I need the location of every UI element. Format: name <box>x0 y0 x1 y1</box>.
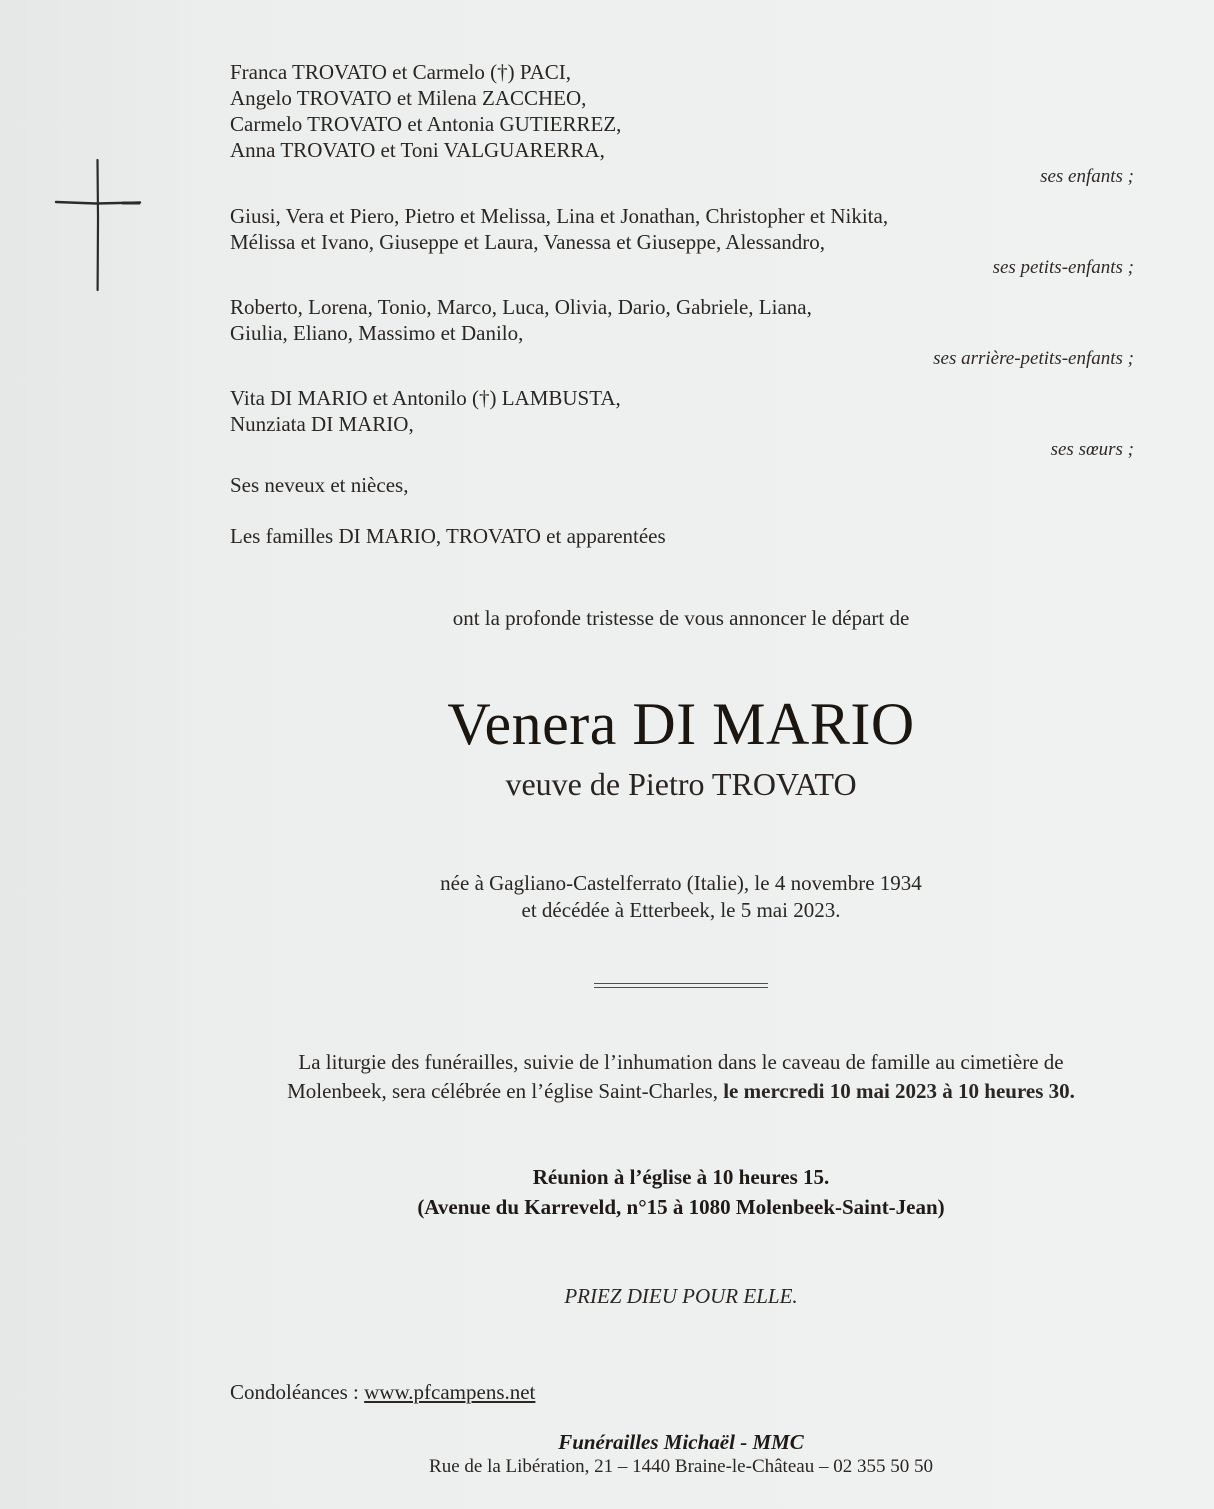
grandchildren-role: ses petits-enfants ; <box>992 257 1134 278</box>
children-line: Angelo TROVATO et Milena ZACCHEO, <box>230 86 587 110</box>
great-grandchildren-role: ses arrière-petits-enfants ; <box>933 348 1134 369</box>
meeting-time: Réunion à l’église à 10 heures 15. <box>532 1165 830 1189</box>
great-grandchildren-line: Roberto, Lorena, Tonio, Marco, Luca, Olivia, Dario, Gabriele, Liana, <box>230 295 812 319</box>
children-list <box>230 59 621 163</box>
children-line: Franca TROVATO et Carmelo (†) PACI, <box>230 60 572 84</box>
liturgy-place: Molenbeek, sera célébrée en l’église Saint-Charles, <box>287 1079 724 1103</box>
death-line: et décédée à Etterbeek, le 5 mai 2023. <box>521 898 841 922</box>
divider-rule <box>594 983 768 988</box>
widow-of: veuve de Pietro TROVATO <box>505 766 857 802</box>
meeting-info <box>0 1162 1214 1222</box>
funeral-home-address: Rue de la Libération, 21 – 1440 Braine-le-Château – 02 355 50 50 <box>429 1456 933 1477</box>
birth-line: née à Gagliano-Castelferrato (Italie), le 4 novembre 1934 <box>440 871 922 895</box>
prayer-line: PRIEZ DIEU POUR ELLE. <box>564 1284 798 1308</box>
liturgy-date-time: le mercredi 10 mai 2023 à 10 heures 30. <box>723 1079 1075 1103</box>
children-line: Carmelo TROVATO et Antonia GUTIERREZ, <box>230 112 622 136</box>
deceased-name: Venera DI MARIO <box>447 691 915 757</box>
sisters-line: Vita DI MARIO et Antonilo (†) LAMBUSTA, <box>230 386 621 410</box>
nephews-line: Ses neveux et nièces, <box>230 473 409 497</box>
sisters-list <box>230 385 621 437</box>
funeral-details <box>0 1048 1214 1106</box>
funeral-home-name: Funérailles Michaël - MMC <box>558 1430 804 1454</box>
sisters-line: Nunziata DI MARIO, <box>230 412 414 436</box>
liturgy-line: La liturgie des funérailles, suivie de l’inhumation dans le caveau de famille au cimetière de <box>298 1050 1064 1074</box>
condolences-label: Condoléances : <box>230 1380 365 1404</box>
children-role: ses enfants ; <box>1040 166 1134 187</box>
announcement: ont la profonde tristesse de vous annoncer le départ de <box>452 606 910 630</box>
grandchildren-line: Giusi, Vera et Piero, Pietro et Melissa, Lina et Jonathan, Christopher et Nikita, <box>230 204 889 228</box>
condolences-link[interactable]: www.pfcampens.net <box>364 1380 536 1404</box>
grandchildren-list <box>230 203 888 255</box>
birth-death-dates <box>0 870 1214 924</box>
children-line: Anna TROVATO et Toni VALGUARERRA, <box>230 138 605 162</box>
sisters-role: ses sœurs ; <box>1050 439 1134 460</box>
great-grandchildren-list <box>230 294 812 346</box>
church-address: (Avenue du Karreveld, n°15 à 1080 Molenbeek-Saint-Jean) <box>417 1195 945 1219</box>
great-grandchildren-line: Giulia, Eliano, Massimo et Danilo, <box>230 321 524 345</box>
condolences <box>230 1380 535 1405</box>
families-line: Les familles DI MARIO, TROVATO et apparentées <box>230 524 666 548</box>
liturgy-line-2 <box>0 1077 1214 1106</box>
cross-icon <box>52 158 144 294</box>
grandchildren-line: Mélissa et Ivano, Giuseppe et Laura, Vanessa et Giuseppe, Alessandro, <box>230 230 826 254</box>
